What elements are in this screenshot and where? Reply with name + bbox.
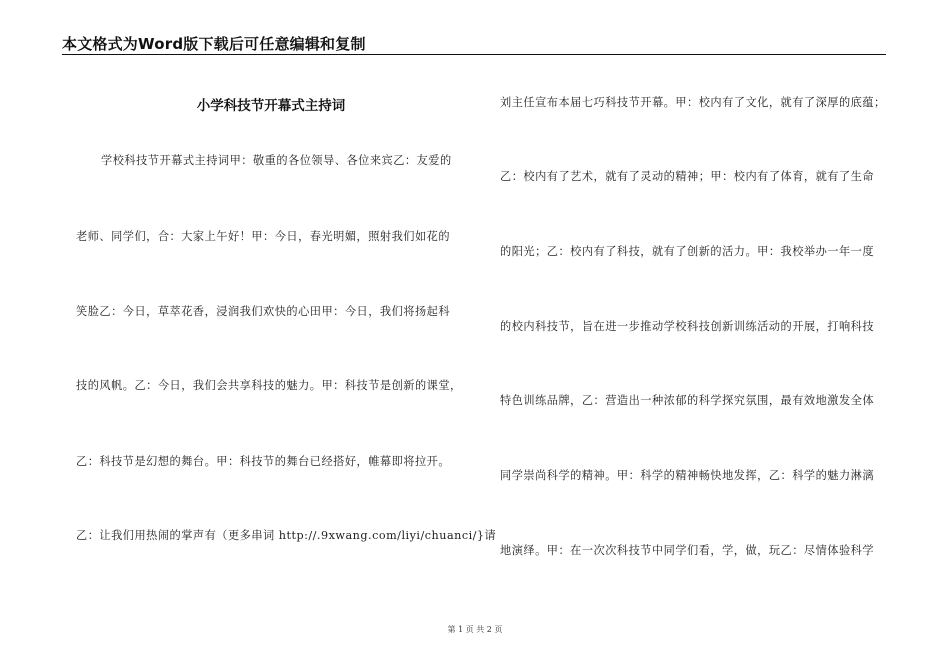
body-text-line: 学校科技节开幕式主持词甲：敬重的各位领导、各位来宾乙：友爱的	[101, 154, 452, 167]
body-text-line: 特色训练品牌，乙：营造出一种浓郁的科学探究氛围，最有效地激发全体	[500, 394, 875, 407]
body-text-line: 刘主任宣布本届七巧科技节开幕。甲：校内有了文化，就有了深厚的底蕴；	[500, 96, 886, 109]
page-number: 第 1 页 共 2 页	[447, 625, 503, 634]
header-title: 本文格式为Word版下载后可任意编辑和复制	[62, 35, 366, 53]
body-text-line: 同学崇尚科学的精神。甲：科学的精神畅快地发挥，乙：科学的魅力淋漓	[500, 469, 875, 482]
body-text-line: 笑脸乙：今日，草萃花香，浸润我们欢快的心田甲：今日，我们将扬起科	[76, 305, 451, 318]
body-text-line: 乙：科技节是幻想的舞台。甲：科技节的舞台已经搭好，帷幕即将拉开。	[76, 455, 451, 468]
page-header	[62, 34, 886, 56]
body-text-line: 老师、同学们，合：大家上午好！甲：今日，春光明媚，照射我们如花的	[76, 230, 451, 243]
document-title: 小学科技节开幕式主持词	[196, 98, 346, 114]
body-text-line: 乙：校内有了艺术，就有了灵动的精神；甲：校内有了体育，就有了生命	[500, 170, 875, 183]
body-text-line: 的校内科技节，旨在进一步推动学校科技创新训练活动的开展，打响科技	[500, 320, 875, 333]
body-text-line: 地演绎。甲：在一次次科技节中同学们看，学，做，玩乙：尽情体验科学	[500, 544, 875, 557]
body-text-line: 的阳光；乙：校内有了科技，就有了创新的活力。甲：我校举办一年一度	[500, 245, 875, 258]
header-divider	[62, 54, 886, 55]
body-text-line: 乙：让我们用热闹的掌声有（更多串词 http://.9xwang.com/liyi/chuanci/}请	[76, 529, 497, 542]
body-text-line: 技的风帆。乙：今日，我们会共享科技的魅力。甲：科技节是创新的课堂，	[76, 379, 462, 392]
